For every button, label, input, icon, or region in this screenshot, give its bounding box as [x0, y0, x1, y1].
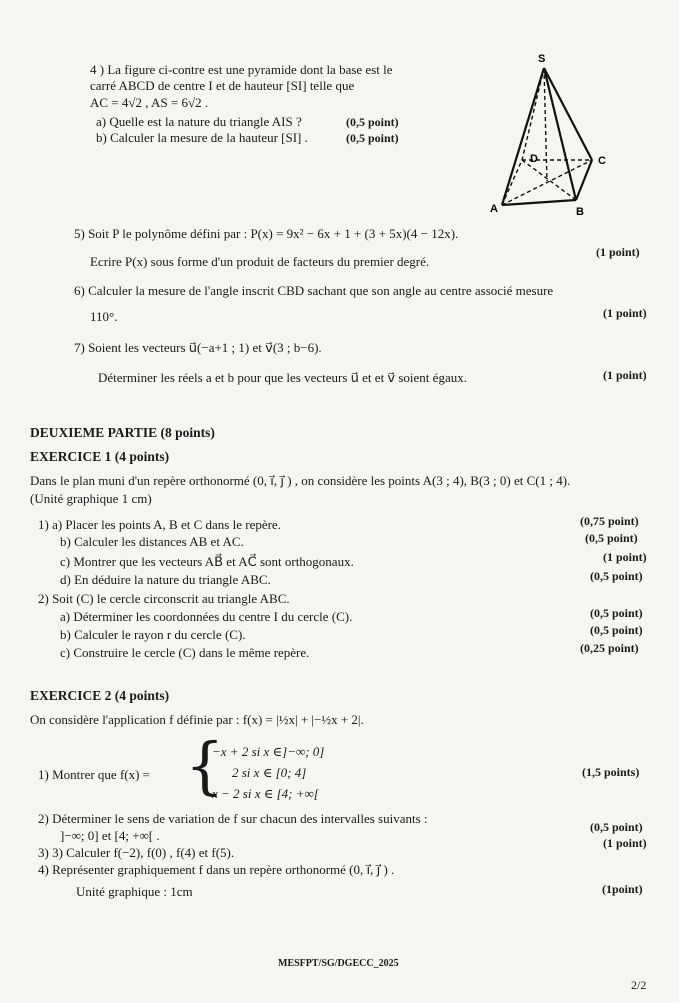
- ex1-q2c-points: (0,25 point): [580, 641, 639, 655]
- ex1-intro2: (Unité graphique 1 cm): [30, 491, 152, 506]
- ex1-q2: 2) Soit (C) le cercle circonscrit au triangle ABC.: [38, 591, 290, 606]
- q4b-points: (0,5 point): [346, 131, 399, 145]
- q4a-points: (0,5 point): [346, 115, 399, 129]
- ex1-q1a-points: (0,75 point): [580, 514, 639, 528]
- edge-ab: [502, 200, 576, 205]
- page-number: 2/2: [631, 978, 647, 992]
- label-b: B: [576, 206, 584, 218]
- edge-ad: [502, 160, 522, 205]
- ex2-q1-points: (1,5 points): [582, 765, 640, 779]
- ex2-title: EXERCICE 2 (4 points): [30, 688, 170, 703]
- ex1-q1b: b) Calculer les distances AB et AC.: [60, 534, 244, 549]
- edge-sc: [544, 68, 592, 160]
- ex2-unit-points: (1point): [602, 882, 643, 896]
- ex1-q1c: c) Montrer que les vecteurs AB⃗ et AC⃗ sont orthogonaux.: [60, 554, 354, 569]
- ex1-q2b-points: (0,5 point): [590, 623, 643, 637]
- q5-line2: Ecrire P(x) sous forme d'un produit de facteurs du premier degré.: [90, 254, 430, 269]
- label-c: C: [598, 155, 606, 167]
- ex2-unit: Unité graphique : 1cm: [76, 884, 193, 899]
- q7-line1: 7) Soient les vecteurs u⃗(−a+1 ; 1) et v⃗(3 ; b−6).: [74, 340, 322, 355]
- q7-line2: Déterminer les réels a et b pour que les vecteurs u⃗ et et v⃗ soient égaux.: [98, 370, 467, 385]
- ex2-q3: 3) 3) Calculer f(−2), f(0) , f(4) et f(5).: [38, 845, 235, 860]
- edge-sb: [544, 68, 576, 200]
- q5-points: (1 point): [596, 245, 640, 259]
- q5-line1: 5) Soit P le polynôme défini par : P(x) = 9x² − 6x + 1 + (3 + 5x)(4 − 12x).: [74, 226, 459, 241]
- ex1-q1c-points: (1 point): [603, 550, 647, 564]
- edge-sd: [522, 68, 544, 160]
- q6-line2: 110°.: [90, 309, 118, 324]
- label-s: S: [538, 53, 546, 65]
- ex1-q1a: 1) a) Placer les points A, B et C dans le repère.: [38, 517, 281, 532]
- q4a-text: a) Quelle est la nature du triangle AIS ?: [96, 114, 302, 129]
- ex1-q2c: c) Construire le cercle (C) dans le même repère.: [60, 645, 310, 660]
- label-a: A: [490, 203, 498, 215]
- ex1-q1b-points: (0,5 point): [585, 531, 638, 545]
- ex2-q2-line2: ]−∞; 0] et [4; +∞[ .: [60, 828, 160, 843]
- footer-reference: MESFPT/SG/DGECC_2025: [278, 958, 399, 969]
- q4-line1: 4 ) La figure ci-contre est une pyramide dont la base est le: [90, 62, 393, 77]
- ex2-q2-points: (0,5 point): [590, 820, 643, 834]
- ex1-q1d: d) En déduire la nature du triangle ABC.: [60, 572, 271, 587]
- part2-title: DEUXIEME PARTIE (8 points): [30, 425, 215, 440]
- q4-line3: AC = 4√2 , AS = 6√2 .: [90, 95, 209, 110]
- ex2-case3: x − 2 si x ∈ [4; +∞[: [212, 786, 319, 801]
- ex2-q1-label: 1) Montrer que f(x) =: [38, 767, 151, 782]
- ex1-q2a: a) Déterminer les coordonnées du centre I du cercle (C).: [60, 609, 353, 624]
- ex2-q2-line1: 2) Déterminer le sens de variation de f sur chacun des intervalles suivants :: [38, 811, 428, 826]
- ex2-intro: On considère l'application f définie par : f(x) = |½x| + |−½x + 2|.: [30, 712, 364, 727]
- ex1-q1d-points: (0,5 point): [590, 569, 643, 583]
- q7-points: (1 point): [603, 368, 647, 382]
- ex1-intro1: Dans le plan muni d'un repère orthonormé (0, i⃗, j⃗ ) , on considère les points A(3 ; 4), B(3 ; 0) et C(1 ; 4).: [30, 473, 571, 488]
- label-d: D: [530, 153, 538, 165]
- pyramid-figure: [480, 50, 620, 225]
- edge-sa: [502, 68, 544, 205]
- ex2-q3-points: (1 point): [603, 836, 647, 850]
- ex2-q4: 4) Représenter graphiquement f dans un repère orthonormé (0, i⃗, j⃗ ) .: [38, 862, 395, 877]
- q4b-text: b) Calculer la mesure de la hauteur [SI] .: [96, 130, 308, 145]
- ex1-q2a-points: (0,5 point): [590, 606, 643, 620]
- q4-line2: carré ABCD de centre I et de hauteur [SI] telle que: [90, 78, 355, 93]
- q6-line1: 6) Calculer la mesure de l'angle inscrit CBD sachant que son angle au centre associé mesure: [74, 283, 554, 298]
- ex2-case1: −x + 2 si x ∈]−∞; 0]: [212, 744, 325, 759]
- ex2-case2: 2 si x ∈ [0; 4]: [232, 765, 307, 780]
- height-si: [544, 68, 547, 181]
- q6-points: (1 point): [603, 306, 647, 320]
- edge-bc: [576, 160, 592, 200]
- ex1-q2b: b) Calculer le rayon r du cercle (C).: [60, 627, 246, 642]
- piecewise-brace: {: [185, 729, 225, 802]
- ex1-title: EXERCICE 1 (4 points): [30, 449, 170, 464]
